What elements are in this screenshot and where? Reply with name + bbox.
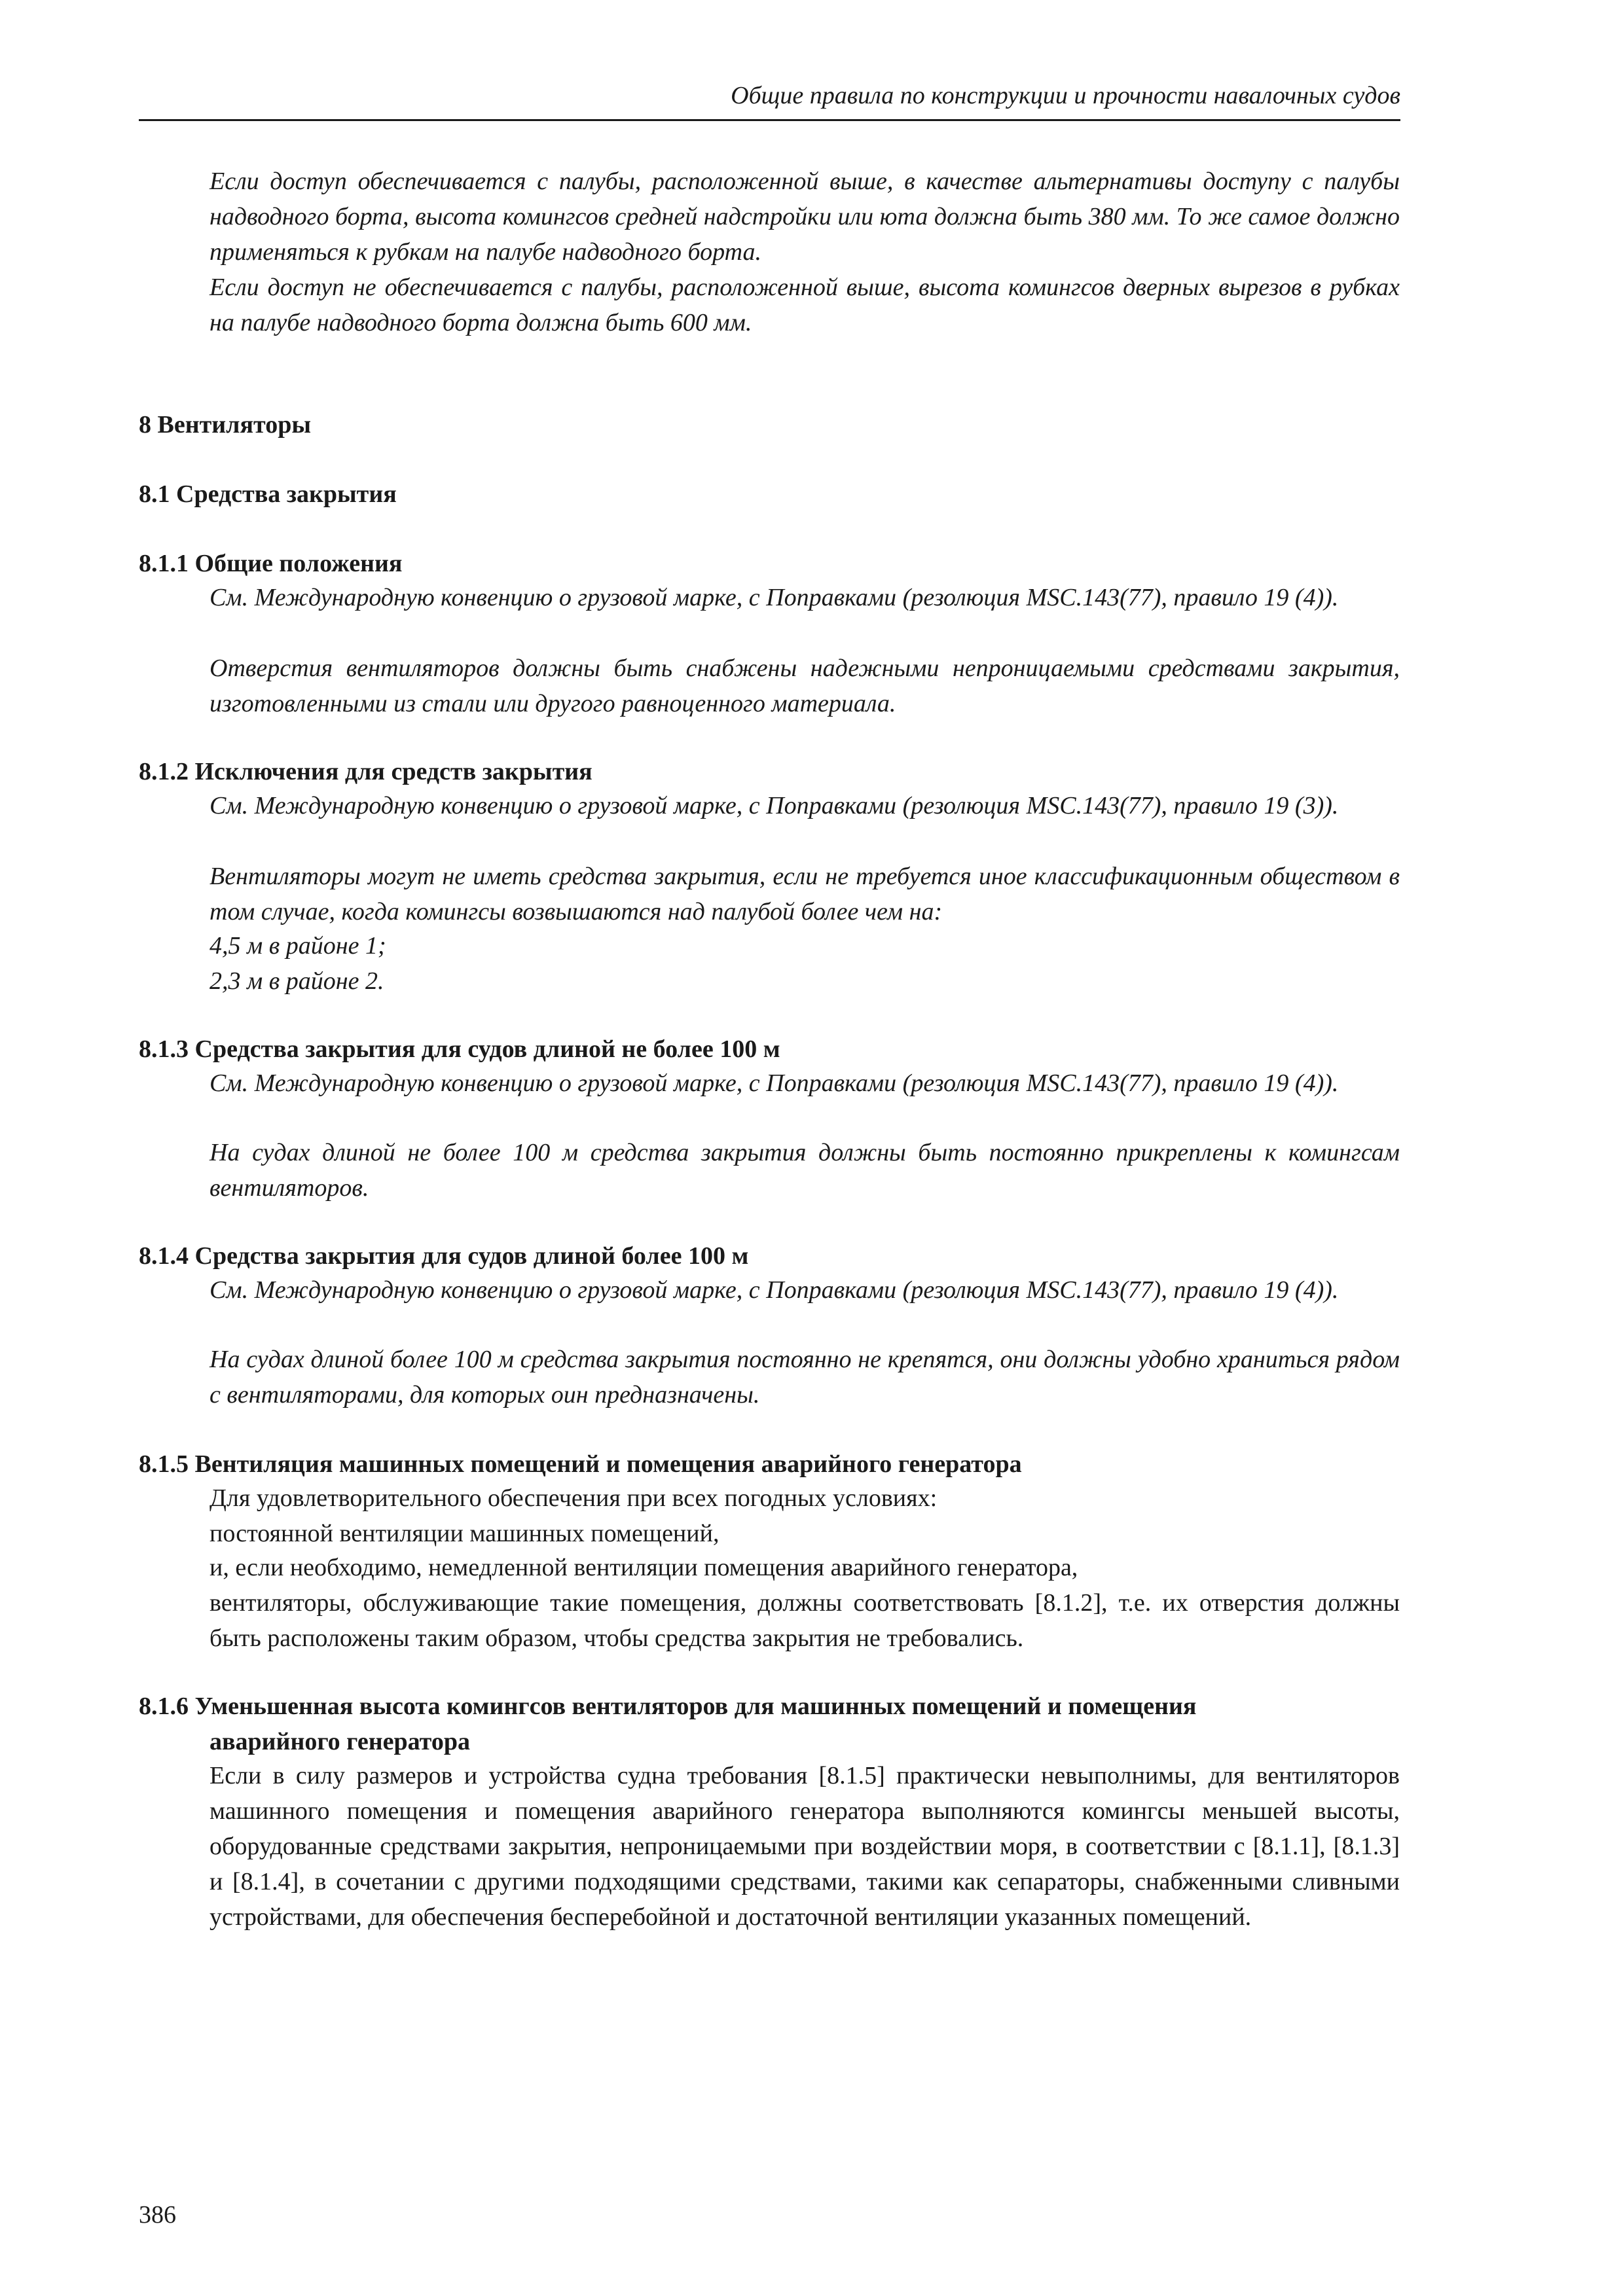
section-8-1-1-reference: См. Международную конвенцию о грузовой марке, с Поправками (резолюция MSC.143(77), правило 19 (4)). — [210, 584, 1339, 611]
intro-paragraph-1: Если доступ обеспечивается с палубы, расположенной выше, в качестве альтернативы доступу с палубы надводного борта, высота комингсов средней надстройки или юта должна быть 380 мм. То же самое должно применяться к рубкам на палубе надводного борта. — [210, 168, 1400, 266]
section-8-1-3-heading: 8.1.3 Средства закрытия для судов длиной не более 100 м — [139, 1035, 780, 1063]
page-number: 386 — [139, 2201, 176, 2229]
section-8-1-4-heading: 8.1.4 Средства закрытия для судов длиной более 100 м — [139, 1242, 749, 1270]
section-8-1-2-paragraph: Вентиляторы могут не иметь средства закрытия, если не требуется иное классификационным обществом в том случае, когда комингсы возвышаются над палубой более чем на: — [210, 863, 1400, 925]
section-8-1-2-list-item: 4,5 м в районе 1; — [210, 932, 386, 960]
section-8-1-1-heading: 8.1.1 Общие положения — [139, 550, 403, 577]
section-8-heading: 8 Вентиляторы — [139, 411, 312, 439]
section-8-1-5-heading: 8.1.5 Вентиляция машинных помещений и помещения аварийного генератора — [139, 1450, 1022, 1478]
section-8-1-heading: 8.1 Средства закрытия — [139, 480, 397, 508]
section-8-1-5-line: постоянной вентиляции машинных помещений, — [210, 1520, 720, 1547]
section-8-1-2-reference: См. Международную конвенцию о грузовой марке, с Поправками (резолюция MSC.143(77), правило 19 (3)). — [210, 792, 1339, 819]
section-8-1-6-heading — [139, 1689, 1400, 1759]
section-8-1-5-line: Для удовлетворительного обеспечения при всех погодных условиях: — [210, 1484, 938, 1512]
section-8-1-1-paragraph: Отверстия вентиляторов должны быть снабжены надежными непроницаемыми средствами закрытия, изготовленными из стали или другого равноценного материала. — [210, 655, 1400, 717]
header-title: Общие правила по конструкции и прочности навалочных судов — [731, 82, 1400, 109]
section-8-1-6-heading-line-2: аварийного генератора — [210, 1728, 470, 1755]
section-8-1-4-reference: См. Международную конвенцию о грузовой марке, с Поправками (резолюция MSC.143(77), правило 19 (4)). — [210, 1276, 1339, 1304]
intro-paragraph-2: Если доступ не обеспечивается с палубы, расположенной выше, высота комингсов дверных вырезов в рубках на палубе надводного борта должна быть 600 мм. — [210, 274, 1400, 336]
section-8-1-4-paragraph: На судах длиной более 100 м средства закрытия постоянно не крепятся, они должны удобно храниться рядом с вентиляторами, для которых оин предназначены. — [210, 1346, 1400, 1408]
section-8-1-3-reference: См. Международную конвенцию о грузовой марке, с Поправками (резолюция MSC.143(77), правило 19 (4)). — [210, 1069, 1339, 1097]
section-8-1-6-heading-line-1: 8.1.6 Уменьшенная высота комингсов вентиляторов для машинных помещений и помещения — [139, 1693, 1197, 1720]
section-8-1-3-paragraph: На судах длиной не более 100 м средства закрытия должны быть постоянно прикреплены к комингсам вентиляторов. — [210, 1139, 1400, 1202]
section-8-1-5-line: и, если необходимо, немедленной вентиляции помещения аварийного генератора, — [210, 1554, 1078, 1581]
page-header — [139, 71, 1400, 121]
section-8-1-2-heading: 8.1.2 Исключения для средств закрытия — [139, 758, 593, 785]
section-8-1-2-list-item: 2,3 м в районе 2. — [210, 967, 384, 995]
section-8-1-6-paragraph: Если в силу размеров и устройства судна требования [8.1.5] практически невыполнимы, для вентиляторов машинного помещения и помещения аварийного генератора выполняются комингсы меньшей высоты, оборудованные средствами закрытия, непроницаемыми при воздействии моря, в соответствии с [8.1.1], [8.1.3] и [8.1.4], в сочетании с другими подходящими средствами, такими как сепараторы, снабженными сливными устройствами, для обеспечения бесперебойной и достаточной вентиляции указанных помещений. — [210, 1762, 1400, 1931]
section-8-1-5-paragraph: вентиляторы, обслуживающие такие помещения, должны соответствовать [8.1.2], т.е. их отверстия должны быть расположены таким образом, чтобы средства закрытия не требовались. — [210, 1589, 1400, 1652]
